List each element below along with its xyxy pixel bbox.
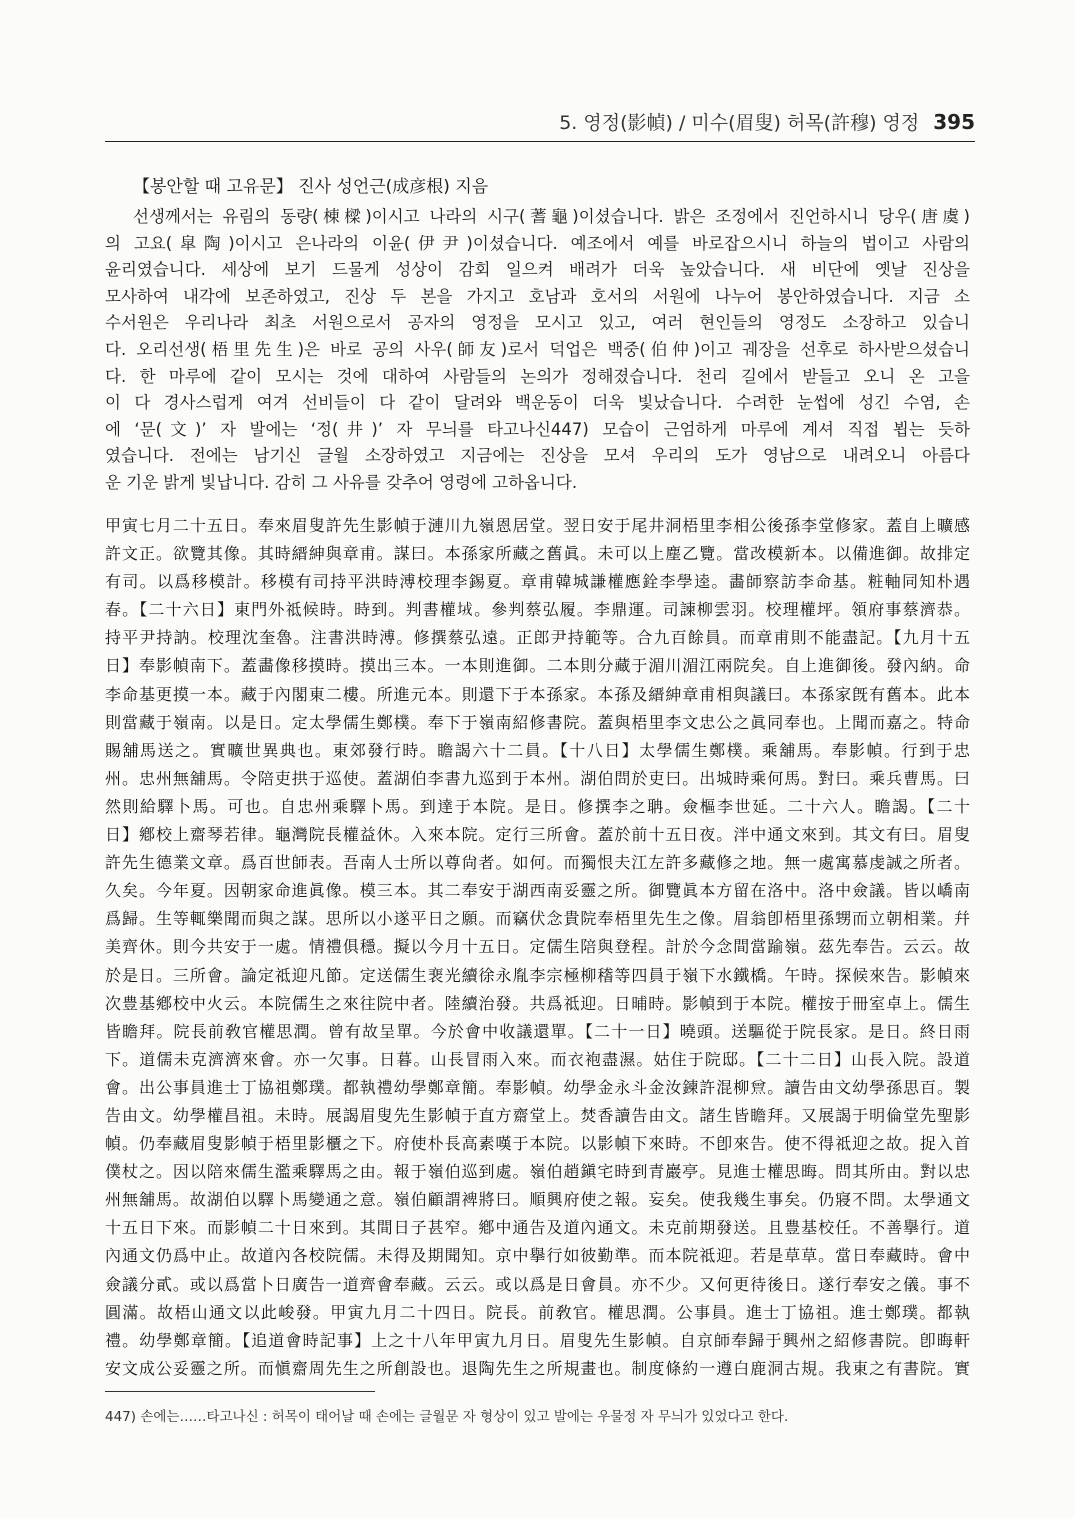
- korean-text-line: 다. 한 마루에 같이 모시는 것에 대하여 사람들의 논의가 정해졌습니다. 천리 길에서 받들고 오니 온 고을: [105, 366, 970, 386]
- hanmun-text-line: 日】奉影幀南下。蓋畵像移摸時。摸出三本。一本則進御。二本則分藏于湄川湄江兩院矣。自上進御後。發內納。命: [105, 656, 970, 676]
- hanmun-text-line: 有司。以爲移模計。移模有司持平洪時溥校理李錫夏。章甫韓城謙權應銓李學逵。畵師察訪李命基。粧軸同知朴遇: [105, 572, 970, 592]
- hanmun-text-line: 次豊基鄕校中火云。本院儒生之來往院中者。陸續治發。共爲祗迎。日晡時。影幀到于本院。權按于冊室卓上。儒生: [105, 993, 970, 1013]
- hanmun-text-line: 十五日下來。而影幀二十日來到。其間日子甚窄。鄕中通告及道內通文。未克前期發送。且豊基校任。不善擧行。道: [105, 1218, 970, 1238]
- hanmun-text-line: 則當藏于嶺南。以是日。定太學儒生鄭樸。奉下于嶺南紹修書院。蓋與梧里李文忠公之眞同奉也。上聞而嘉之。特命: [105, 712, 970, 732]
- hanmun-text-line: 甲寅七月二十五日。奉來眉叟許先生影幀于漣川九嶺恩居堂。翌日安于尾井洞梧里李相公後孫李堂修家。蓋自上曠感: [105, 516, 970, 535]
- classical-chinese-text: [105, 512, 970, 1383]
- korean-text-line: 의 고요(皐陶)이시고 은나라의 이윤(伊尹)이셨습니다. 예조에서 예를 바로잡으시니 하늘의 법이고 사람의: [105, 233, 970, 253]
- hanmun-text-line: 持平尹持訥。校理沈奎魯。注書洪時溥。修撰蔡弘遠。正郎尹持範等。合九百餘員。而章甫則不能盡記。【九月十五: [105, 628, 970, 648]
- running-header: [559, 108, 975, 135]
- hanmun-text-line: 內通文仍爲中止。故道內各校院儒。未得及期聞知。京中擧行如彼勤準。而本院祗迎。若是草草。當日奉藏時。會中: [105, 1246, 970, 1266]
- hanmun-text-line: 皆瞻拜。院長前敎官權思潤。曾有故呈單。今於會中收議還單。【二十一日】曉頭。送驅從于院長家。是日。終日雨: [105, 1021, 970, 1041]
- section-title: 【봉안할 때 고유문】 진사 성언근(成彦根) 지음: [133, 177, 489, 197]
- hanmun-text-line: 春。【二十六日】東門外祗候時。時到。判書權𡊸。參判蔡弘履。李鼎運。司諫柳雲羽。校理權坪。領府事蔡濟恭。: [105, 600, 970, 620]
- korean-text-line: 이 다 경사스럽게 여겨 선비들이 다 같이 달려와 백운동이 더욱 빛났습니다. 수려한 눈썹에 성긴 수염, 손: [105, 393, 970, 413]
- hanmun-text-line: 日】鄕校上齋琴若律。龜灣院長權益休。入來本院。定行三所會。蓋於前十五日夜。泮中通文來到。其文有曰。眉叟: [105, 825, 970, 845]
- korean-translation-paragraph: [105, 204, 970, 497]
- footnote-rule: [105, 1391, 375, 1392]
- hanmun-text-line: 賜舖馬送之。實曠世異典也。東郊發行時。瞻謁六十二員。【十八日】太學儒生鄭樸。乘舖馬。奉影幀。行到于忠: [105, 740, 970, 760]
- hanmun-text-line: 於是日。三所會。論定祗迎凡節。定送儒生裵光續徐永胤李宗極柳𥡴等四員于嶺下水鐵橋。午時。探候來告。影幀來: [105, 965, 970, 985]
- hanmun-text-line: 幀。仍奉藏眉叟影幀于梧里影櫃之下。府使朴長高素嘆于本院。以影幀下來時。不卽來告。使不得祗迎之故。捉入首: [105, 1134, 970, 1154]
- korean-text-line: 운 기운 밝게 빛납니다. 감히 그 사유를 갖추어 영령에 고하옵니다.: [105, 472, 578, 492]
- hanmun-text-line: 禮。幼學鄭章簡。【追道會時記事】上之十八年甲寅九月日。眉叟先生影幀。自京師奉歸于興州之紹修書院。卽晦軒: [105, 1330, 970, 1350]
- korean-text-line: 에 ‘문(文)’ 자 발에는 ‘정(井)’ 자 무늬를 타고나신447) 모습이 근엄하게 마루에 계셔 직접 뵙는 듯하: [105, 419, 970, 439]
- korean-text-line: 윤리였습니다. 세상에 보기 드물게 성상이 감회 일으켜 배려가 더욱 높았습니다. 새 비단에 옛날 진상을: [105, 260, 970, 280]
- hanmun-text-line: 李命基更摸一本。藏于內閣東二樓。所進元本。則還下于本孫家。本孫及縉紳章甫相與議曰。本孫家旣有舊本。此本: [105, 684, 970, 704]
- hanmun-text-line: 州。忠州無舖馬。令陪吏拱于巡使。蓋湖伯李書九巡到于本州。湖伯問於吏曰。出城時乘何馬。對曰。乘兵曹馬。曰: [105, 768, 970, 788]
- hanmun-text-line: 久矣。今年夏。因朝家命進眞像。模三本。其二奉安于湖西南妥靈之所。御覽眞本方留在洛中。洛中僉議。皆以嶠南: [105, 881, 970, 901]
- hanmun-text-line: 僉議分貳。或以爲當卜日廣告一道齊會奉藏。云云。或以爲是日會員。亦不少。又何更待後日。遂行奉安之儀。事不: [105, 1274, 970, 1294]
- footnote: 447) 손에는……타고나신 : 허목이 태어날 때 손에는 글월문 자 형상이 있고 발에는 우물정 자 무늬가 있었다고 한다.: [105, 1409, 789, 1425]
- korean-text-line: 선생께서는 유림의 동량(棟樑)이시고 나라의 시구(蓍龜)이셨습니다. 밝은 조정에서 진언하시니 당우(唐虞): [133, 207, 970, 226]
- korean-text-line: 였습니다. 전에는 남기신 글월 소장하였고 지금에는 진상을 모셔 우리의 도가 영남으로 내려오니 아름다: [105, 446, 970, 466]
- hanmun-text-line: 許先生德業文章。爲百世師表。吾南人士所以尊尙者。如何。而獨恨夫江左許多藏修之地。無一處寓慕虔誠之所者。: [105, 853, 970, 873]
- hanmun-text-line: 安文成公妥靈之所。而愼齋周先生之所創設也。退陶先生之所規畫也。制度條約一遵白鹿洞古規。我東之有書院。實: [105, 1358, 970, 1378]
- chapter-title: 5. 영정(影幀) / 미수(眉叟) 허목(許穆) 영정: [559, 112, 920, 134]
- hanmun-text-line: 爲歸。生等輒樂聞而與之謀。思所以小遂平日之願。而竊伏念貴院奉梧里先生之像。眉翁卽梧里孫甥而立朝相業。幷: [105, 909, 970, 929]
- header-rule: [105, 141, 975, 142]
- korean-text-line: 다. 오리선생(梧里先生)은 바로 공의 사우(師友)로서 덕업은 백중(伯仲)이고 궤장을 선후로 하사받으셨습니: [105, 339, 970, 359]
- page-number: 395: [933, 110, 975, 134]
- korean-text-line: 모사하여 내각에 보존하였고, 진상 두 본을 가지고 호남과 호서의 서원에 나누어 봉안하였습니다. 지금 소: [105, 286, 970, 306]
- korean-text-line: 수서원은 우리나라 최초 서원으로서 공자의 영정을 모시고 있고, 여러 현인들의 영정도 소장하고 있습니: [105, 313, 970, 333]
- hanmun-text-line: 州無舖馬。故湖伯以驛卜馬變通之意。嶺伯顧謂裨將曰。順興府使之報。妄矣。使我幾生事矣。仍寢不問。太學通文: [105, 1190, 970, 1210]
- hanmun-text-line: 僕杖之。因以陪來儒生濫乘驛馬之由。報于嶺伯巡到處。嶺伯趙鎭宅時到青巖亭。見進士權思晦。問其所由。對以忠: [105, 1162, 970, 1182]
- hanmun-text-line: 下。道儒未克濟濟來會。亦一欠事。日暮。山長冒雨入來。而衣袍盡濕。姑住于院邸。【二十二日】山長入院。設道: [105, 1049, 970, 1069]
- hanmun-text-line: 告由文。幼學權昌祖。未時。展謁眉叟先生影幀于直方齋堂上。焚香讀告由文。諸生皆瞻拜。又展謁于明倫堂先聖影: [105, 1105, 970, 1125]
- hanmun-text-line: 許文正。欲覽其像。其時縉紳與章甫。謀曰。本孫家所藏之舊眞。未可以上塵乙覽。當改模新本。以備進御。故排定: [105, 544, 970, 564]
- hanmun-text-line: 圓滿。故梧山通文以此峻發。甲寅九月二十四日。院長。前敎官。權思潤。公事員。進士丁協祖。進士鄭璞。都執: [105, 1302, 970, 1322]
- hanmun-text-line: 會。出公事員進士丁協祖鄭璞。都執禮幼學鄭章簡。奉影幀。幼學金永斗金汝鍊許混柳𤎰。讀告由文幼學孫思百。製: [105, 1077, 970, 1097]
- hanmun-text-line: 美齊休。則今共安于一處。情禮俱穩。擬以今月十五日。定儒生陪與登程。計於今念間當踰嶺。茲先奉告。云云。故: [105, 937, 970, 957]
- hanmun-text-line: 然則給驛卜馬。可也。自忠州乘驛卜馬。到達于本院。是日。修撰李之聃。僉樞李世延。二十六人。瞻謁。【二十: [105, 796, 970, 816]
